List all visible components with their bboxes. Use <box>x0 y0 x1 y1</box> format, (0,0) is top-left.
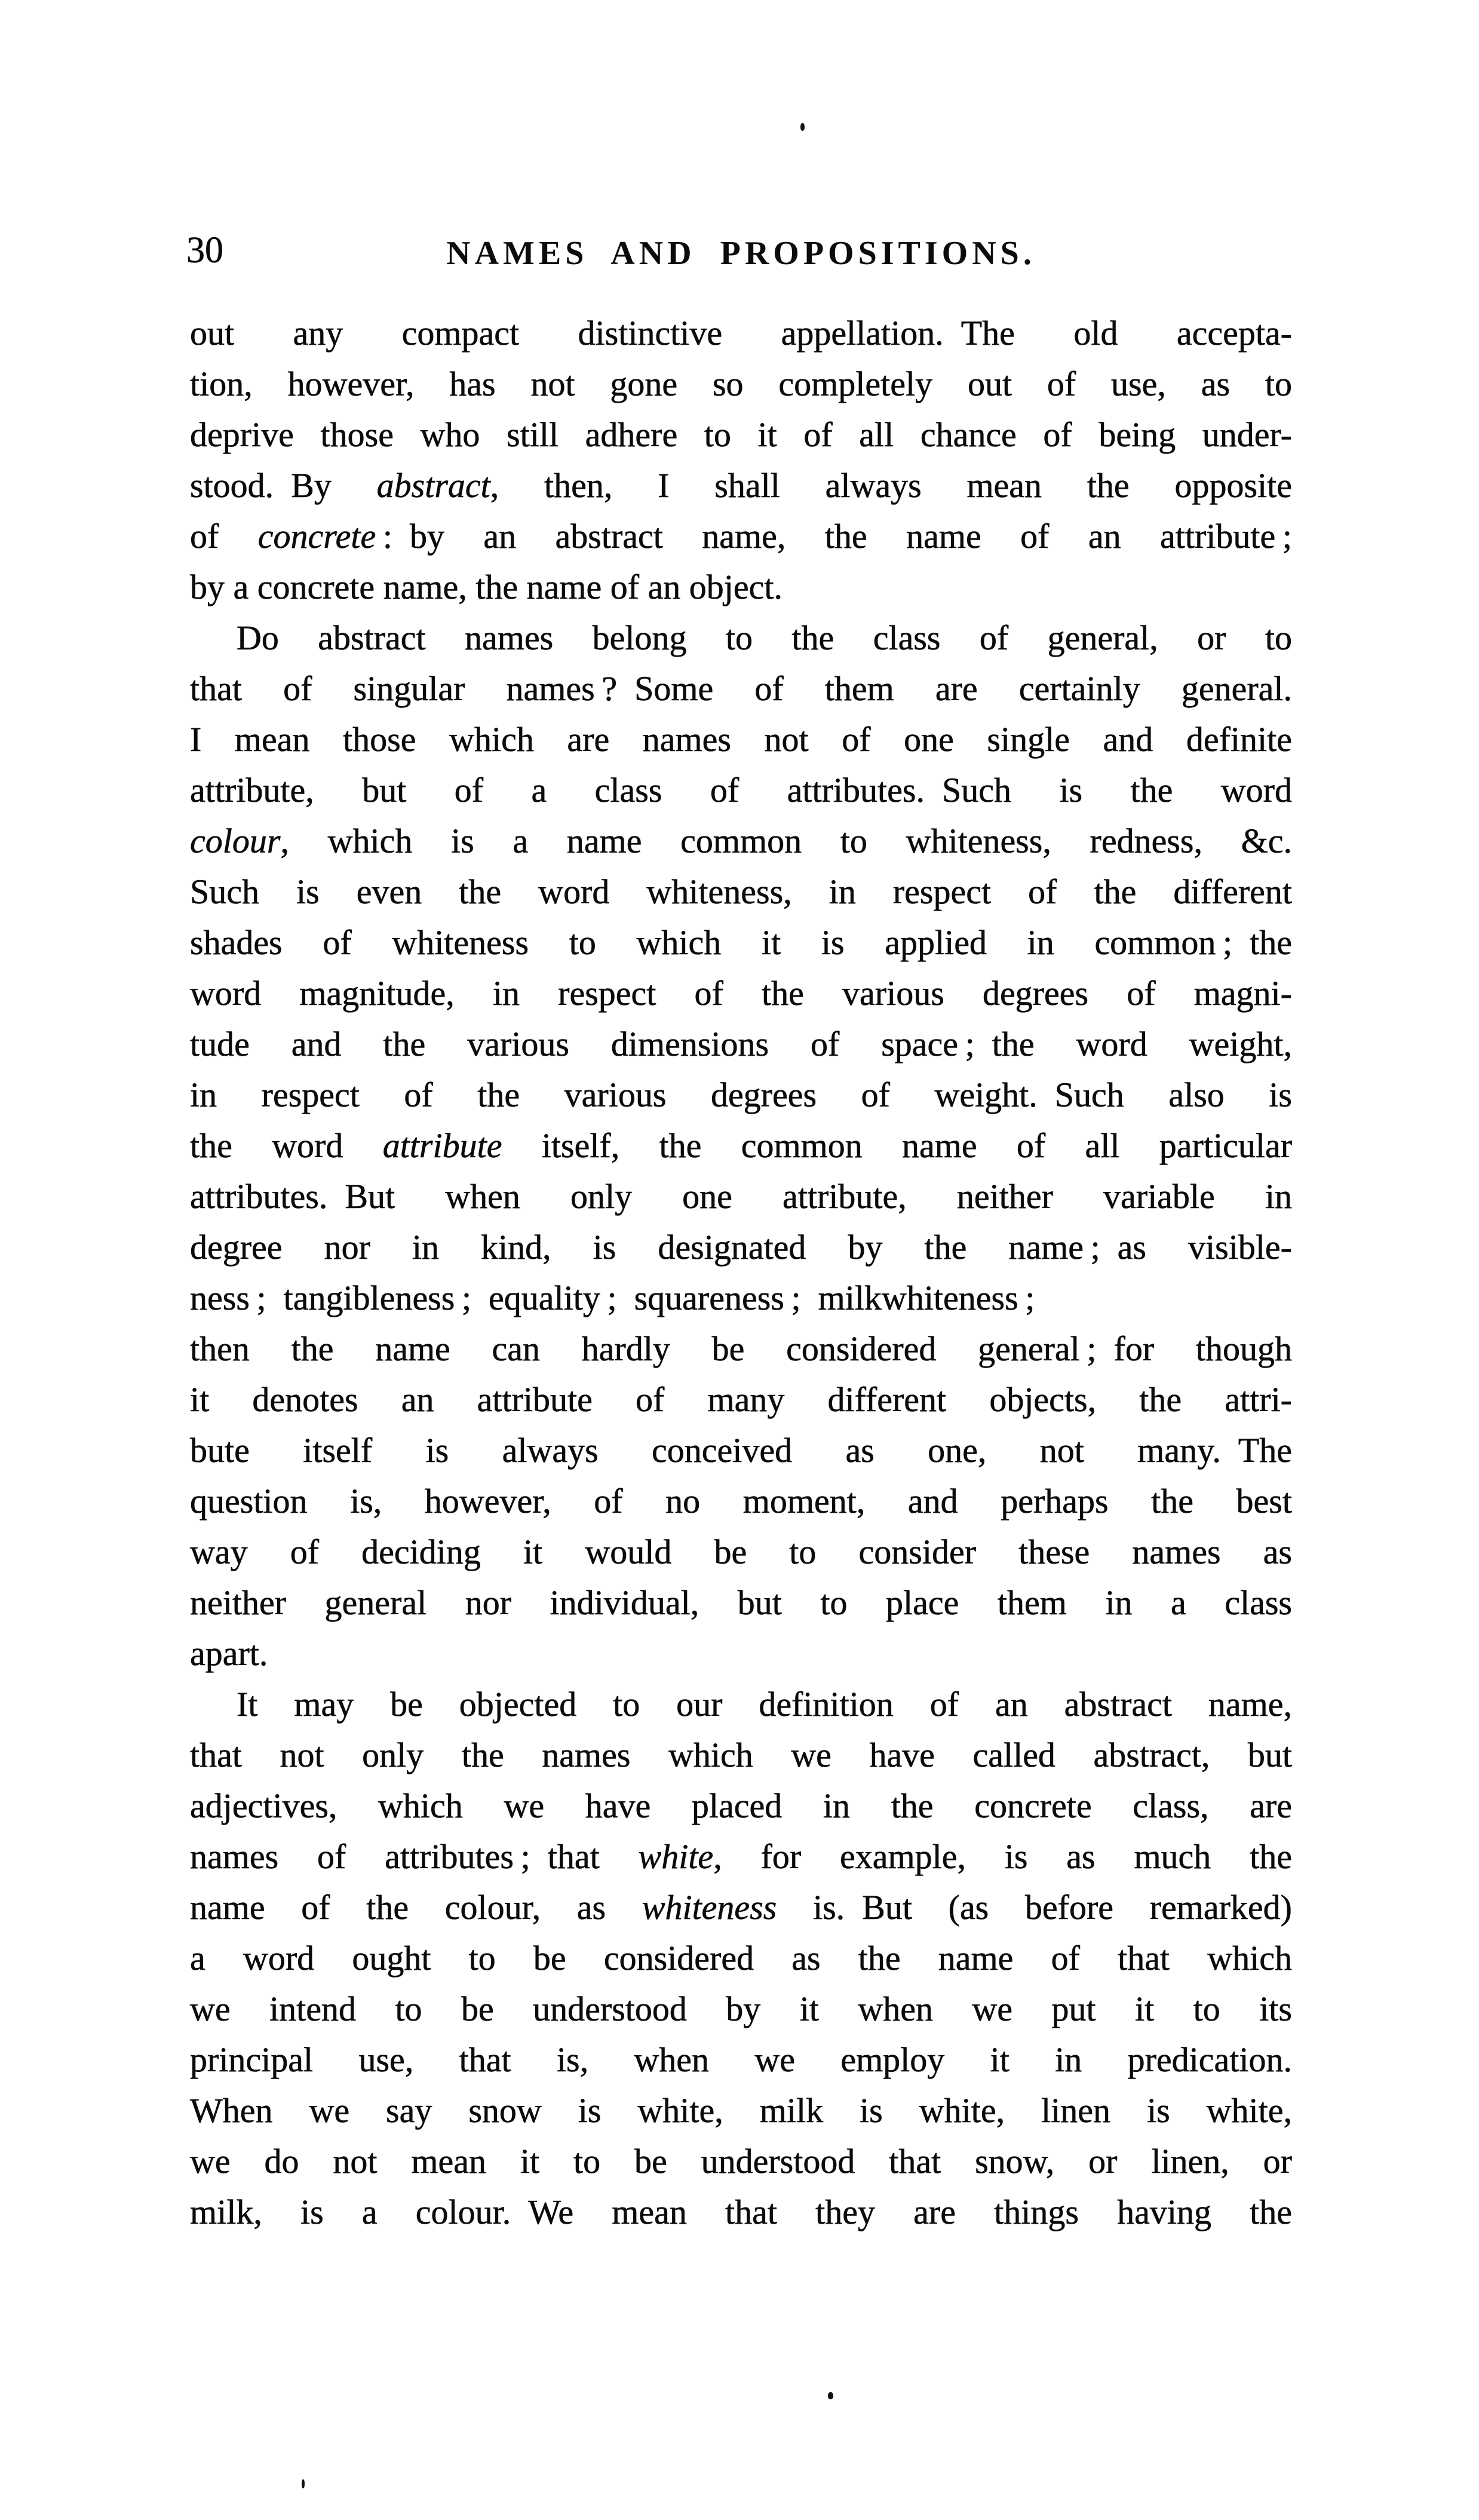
text-line <box>190 358 1292 409</box>
italic-text: abstract <box>376 466 490 505</box>
text-segment: attribute, but of a class of attributes. Such is the word <box>190 771 1292 810</box>
text-line <box>190 1425 1292 1476</box>
text-segment: : by an abstract name, the name of an attribute ; <box>376 517 1292 556</box>
text-segment: It may be objected to our definition of an abstract name, <box>237 1685 1292 1724</box>
text-segment: I mean those which are names not of one single and definite <box>190 720 1292 759</box>
text-line <box>190 816 1292 866</box>
text-segment: attributes. But when only one attribute, neither variable in <box>190 1177 1292 1216</box>
text-segment: principal use, that is, when we employ it in predication. <box>190 2040 1292 2079</box>
text-line <box>190 308 1292 358</box>
italic-text: white <box>638 1837 714 1876</box>
text-segment: , for example, is as much the <box>713 1837 1292 1876</box>
text-line <box>190 1374 1292 1425</box>
text-line <box>190 2034 1292 2085</box>
text-segment: ness ; tangibleness ; equality ; squareness ; milkwhiteness ; <box>190 1279 1035 1317</box>
text-segment: we intend to be understood by it when we put it to its <box>190 1989 1292 2028</box>
text-line <box>190 968 1292 1019</box>
text-line <box>190 612 1292 663</box>
text-line <box>190 1222 1292 1273</box>
text-line <box>190 1628 1292 1679</box>
text-line <box>190 562 1292 612</box>
text-segment: bute itself is always conceived as one, not many. The <box>190 1431 1292 1470</box>
text-segment: milk, is a colour. We mean that they are things having the <box>190 2193 1292 2231</box>
text-segment: then the name can hardly be considered general ; for though <box>190 1329 1292 1368</box>
text-segment: that not only the names which we have called abstract, but <box>190 1736 1292 1774</box>
text-line <box>190 2187 1292 2237</box>
text-segment: of <box>190 517 258 556</box>
scan-speck <box>828 2392 833 2399</box>
text-line <box>190 714 1292 765</box>
text-segment: way of deciding it would be to consider these names as <box>190 1532 1292 1571</box>
text-segment: Such is even the word whiteness, in respect of the different <box>190 872 1292 911</box>
text-line <box>190 1577 1292 1628</box>
text-segment: shades of whiteness to which it is applied in common ; the <box>190 923 1292 962</box>
text-segment: we do not mean it to be understood that snow, or linen, or <box>190 2142 1292 2181</box>
italic-text: attribute <box>382 1126 502 1165</box>
text-segment: name of the colour, as <box>190 1888 642 1927</box>
text-segment: a word ought to be considered as the name of that which <box>190 1939 1292 1978</box>
page-number: 30 <box>186 230 223 271</box>
text-line <box>190 1679 1292 1730</box>
text-line <box>190 1069 1292 1120</box>
text-segment: it denotes an attribute of many different objects, the attri- <box>190 1380 1292 1419</box>
running-head: NAMES AND PROPOSITIONS. <box>446 235 1036 272</box>
text-line <box>190 511 1292 562</box>
text-line <box>190 765 1292 816</box>
text-segment: itself, the common name of all particular <box>502 1126 1293 1165</box>
text-segment: deprive those who still adhere to it of all chance of being under- <box>190 415 1292 454</box>
text-segment: tion, however, has not gone so completely out of use, as to <box>190 364 1292 403</box>
text-line <box>190 1831 1292 1882</box>
text-line <box>190 1323 1292 1374</box>
text-line <box>190 1882 1292 1933</box>
italic-text: concrete <box>257 517 376 556</box>
text-line <box>190 1120 1292 1171</box>
text-line <box>190 2085 1292 2136</box>
text-segment: adjectives, which we have placed in the concrete class, are <box>190 1786 1292 1825</box>
text-line <box>190 866 1292 917</box>
text-segment: is. But (as before remarked) <box>777 1888 1292 1927</box>
text-segment: degree nor in kind, is designated by the name ; as visible- <box>190 1228 1292 1267</box>
scan-speck <box>302 2479 305 2488</box>
italic-text: whiteness <box>642 1888 777 1927</box>
text-line <box>190 460 1292 511</box>
text-line <box>190 1983 1292 2034</box>
text-line <box>190 409 1292 460</box>
page-body <box>190 308 1292 2237</box>
text-line <box>190 1933 1292 1983</box>
text-line <box>190 1526 1292 1577</box>
text-line <box>190 1171 1292 1222</box>
text-segment: the word <box>190 1126 383 1165</box>
text-segment: by a concrete name, the name of an object. <box>190 568 783 606</box>
text-line <box>190 1730 1292 1780</box>
italic-text: colour <box>190 821 281 860</box>
text-line <box>190 1019 1292 1069</box>
text-line <box>190 2136 1292 2187</box>
text-segment: neither general nor individual, but to place them in a class <box>190 1583 1292 1622</box>
scan-speck <box>800 123 805 131</box>
text-segment: , which is a name common to whiteness, redness, &c. <box>280 821 1292 860</box>
text-segment: question is, however, of no moment, and perhaps the best <box>190 1482 1292 1520</box>
text-segment: tude and the various dimensions of space ; the word weight, <box>190 1025 1292 1063</box>
text-line <box>190 663 1292 714</box>
text-segment: in respect of the various degrees of weight. Such also is <box>190 1075 1292 1114</box>
text-line <box>190 1780 1292 1831</box>
text-line <box>190 1476 1292 1526</box>
text-segment: stood. By <box>190 466 377 505</box>
text-segment: Do abstract names belong to the class of general, or to <box>237 618 1292 657</box>
text-segment: names of attributes ; that <box>190 1837 639 1876</box>
text-line <box>190 917 1292 968</box>
text-segment: out any compact distinctive appellation. The old accepta- <box>190 314 1292 352</box>
text-segment: When we say snow is white, milk is white, linen is white, <box>190 2091 1292 2130</box>
text-segment: that of singular names ? Some of them are certainly general. <box>190 669 1292 708</box>
text-line <box>190 1273 1292 1323</box>
text-segment: word magnitude, in respect of the various degrees of magni- <box>190 974 1292 1013</box>
text-segment: apart. <box>190 1634 268 1673</box>
text-segment: , then, I shall always mean the opposite <box>490 466 1292 505</box>
